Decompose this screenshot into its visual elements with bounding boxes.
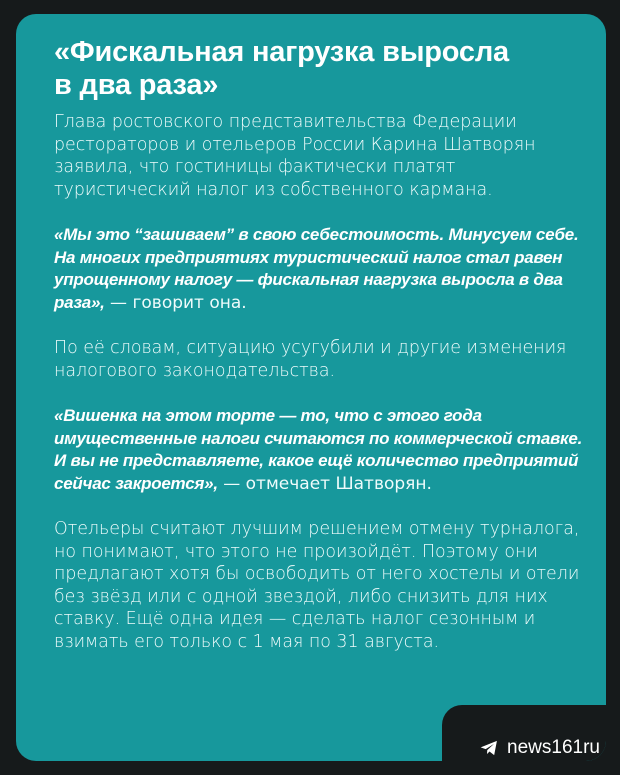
paragraph-proposals: Отельеры считают лучшим решением отмену турналога, но понимают, что этого не произойдёт. Поэтому они предлагают хотя бы освободить от него хостелы и отели без звёзд или с одной звездой, либо снизить для них ставку. Ещё одна идея — сделать налог сезонным и взимать его только с 1 мая по 31 августа. [54, 519, 580, 652]
headline-line-1: «Фискальная нагрузка выросла [54, 36, 509, 68]
headline-line-2: в два раза» [54, 69, 219, 101]
quote-1-text: «Мы это “зашиваем” в свою себестоимость. Минусуем себе. На многих предприятиях туристический налог стал равен упрощенному налогу — фискальная нагрузка выросла в два раза», [54, 225, 579, 312]
paragraph-intro: Глава ростовского представительства Федерации рестораторов и отельеров России Карина Шатворян заявила, что гостиницы фактически платят туристический налог из собственного кармана. [54, 112, 536, 200]
quote-block-1 [54, 224, 586, 314]
news-card [16, 14, 606, 761]
quote-1-attribution: — говорит она. [104, 292, 247, 313]
quote-2-text: «Вишенка на этом торте — то, что с этого года имущественные налоги считаются по коммерческой ставке. И вы не представляете, какое ещё количество предприятий сейчас закроется», [54, 406, 583, 493]
quote-2-attribution: — отмечает Шатворян. [217, 473, 432, 494]
telegram-icon [479, 738, 499, 758]
quote-block-2 [54, 405, 586, 495]
paragraph-context: По её словам, ситуацию усугубили и другие изменения налогового законодательства. [54, 338, 567, 381]
brand-link[interactable] [479, 737, 600, 759]
brand-label: news161ru [507, 737, 600, 758]
headline [54, 36, 586, 102]
